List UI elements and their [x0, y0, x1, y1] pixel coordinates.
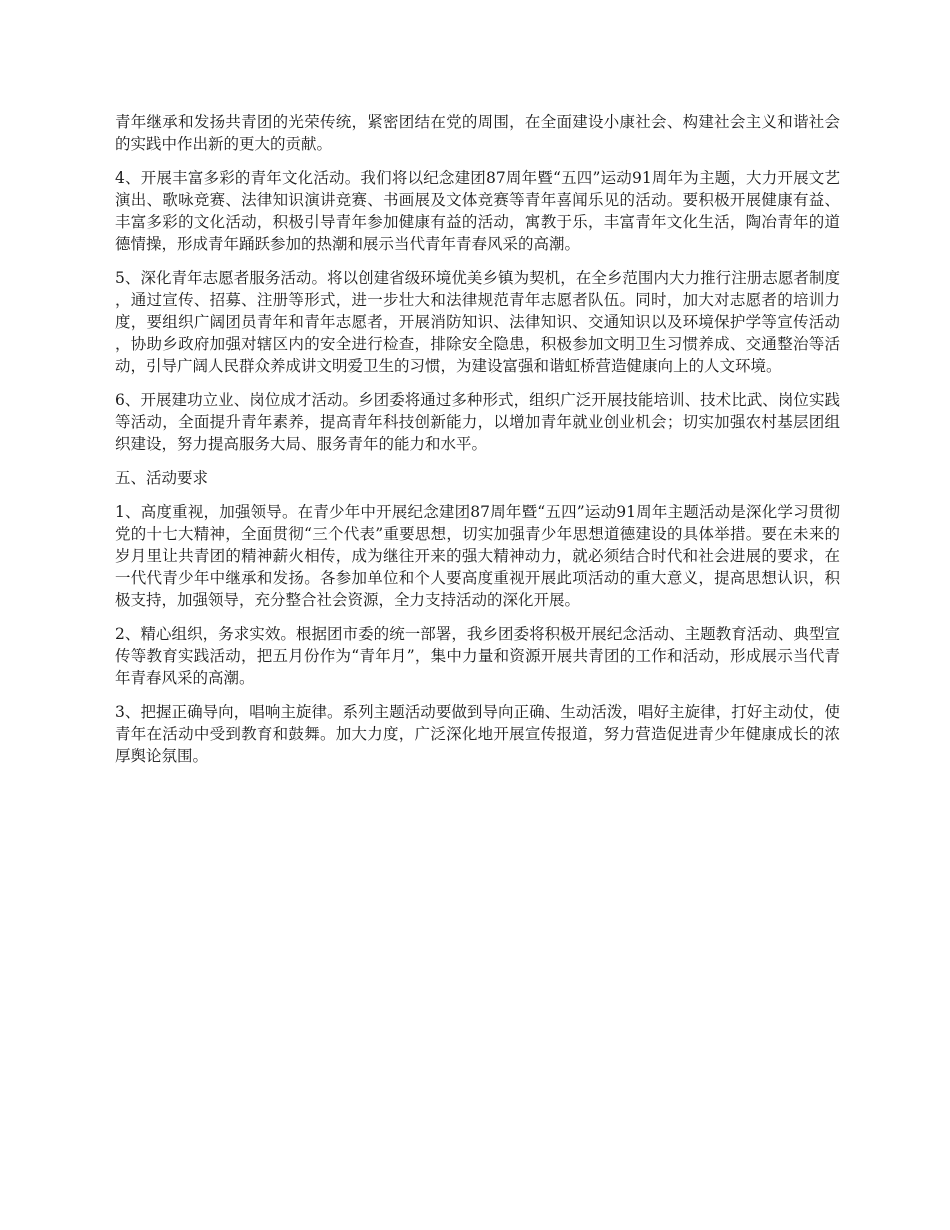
paragraph-item-5: 5、深化青年志愿者服务活动。将以创建省级环境优美乡镇为契机，在全乡范围内大力推行注册志愿者制度，通过宣传、招募、注册等形式，进一步壮大和法律规范青年志愿者队伍。同时，加大对志愿者的培训力度，要组织广阔团员青年和青年志愿者，开展消防知识、法律知识、交通知识以及环境保护学等宣传活动，协助乡政府加强对辖区内的安全进行检查，排除安全隐患，积极参加文明卫生习惯养成、交通整治等活动，引导广阔人民群众养成讲文明爱卫生的习惯，为建设富强和谐虹桥营造健康向上的人文环境。: [115, 269, 840, 375]
paragraph-requirement-3: 3、把握正确导向，唱响主旋律。系列主题活动要做到导向正确、生动活泼，唱好主旋律，打好主动仗，使青年在活动中受到教育和鼓舞。加大力度，广泛深化地开展宣传报道，努力营造促进青少年健康成长的浓厚舆论氛围。: [115, 703, 840, 765]
section-heading-requirements: 五、活动要求: [115, 469, 209, 487]
paragraph-requirement-1: 1、高度重视，加强领导。在青少年中开展纪念建团87周年暨“五四”运动91周年主题活动是深化学习贯彻党的十七大精神，全面贯彻“三个代表”重要思想，切实加强青少年思想道德建设的具体举措。要在未来的岁月里让共青团的精神薪火相传，成为继往开来的强大精神动力，就必须结合时代和社会进展的要求，在一代代青少年中继承和发扬。各参加单位和个人要高度重视开展此项活动的重大意义，提高思想认识，积极支持，加强领导，充分整合社会资源，全力支持活动的深化开展。: [115, 503, 840, 609]
paragraph-item-6: 6、开展建功立业、岗位成才活动。乡团委将通过多种形式，组织广泛开展技能培训、技术比武、岗位实践等活动，全面提升青年素养，提高青年科技创新能力，以增加青年就业创业机会；切实加强农村基层团组织建设，努力提高服务大局、服务青年的能力和水平。: [115, 391, 840, 453]
paragraph-item-4: 4、开展丰富多彩的青年文化活动。我们将以纪念建团87周年暨“五四”运动91周年为主题，大力开展文艺演出、歌咏竞赛、法律知识演讲竞赛、书画展及文体竞赛等青年喜闻乐见的活动。要积极开展健康有益、丰富多彩的文化活动，积极引导青年参加健康有益的活动，寓教于乐，丰富青年文化生活，陶冶青年的道德情操，形成青年踊跃参加的热潮和展示当代青年青春风采的高潮。: [115, 169, 840, 253]
document-body: [115, 111, 840, 779]
paragraph-continuation: 青年继承和发扬共青团的光荣传统，紧密团结在党的周围，在全面建设小康社会、构建社会主义和谐社会的实践中作出新的更大的贡献。: [115, 113, 840, 153]
paragraph-requirement-2: 2、精心组织，务求实效。根据团市委的统一部署，我乡团委将积极开展纪念活动、主题教育活动、典型宣传等教育实践活动，把五月份作为“青年月”，集中力量和资源开展共青团的工作和活动，形成展示当代青年青春风采的高潮。: [115, 625, 840, 687]
